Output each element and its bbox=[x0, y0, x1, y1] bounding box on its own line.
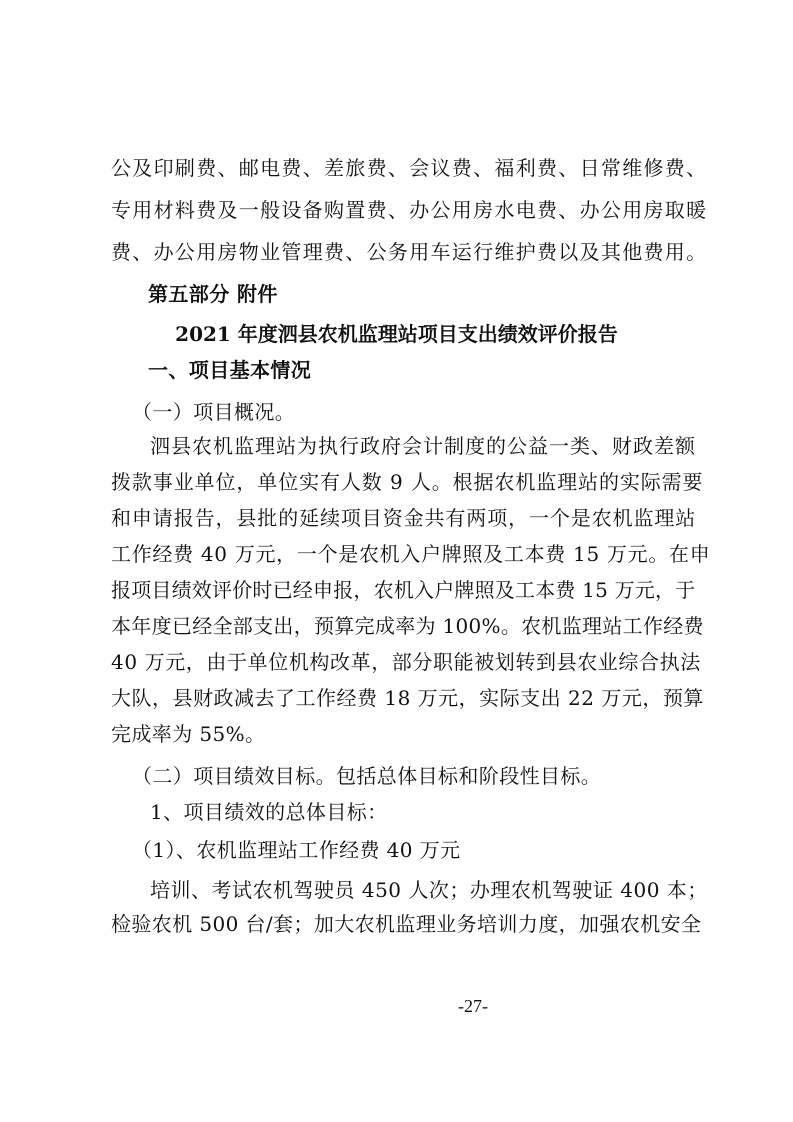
paragraph-line: 完成率为 55%。 bbox=[111, 722, 266, 746]
goal-heading: 1、项目绩效的总体目标： bbox=[150, 800, 388, 824]
part-heading: 第五部分 附件 bbox=[148, 282, 278, 306]
goal-item: （1）、农机监理站工作经费 40 万元 bbox=[132, 838, 461, 862]
body-line: 专用材料费及一般设备购置费、办公用房水电费、办公用房取暖 bbox=[111, 198, 708, 222]
paragraph-line: 本年度已经全部支出，预算完成率为 100%。农机监理站工作经费 bbox=[111, 614, 704, 638]
paragraph-line: 和申请报告，县批的延续项目资金共有两项，一个是农机监理站 bbox=[111, 506, 697, 530]
report-title: 2021 年度泗县农机监理站项目支出绩效评价报告 bbox=[175, 322, 618, 346]
paragraph-line: 检验农机 500 台/套；加大农机监理业务培训力度，加强农机安全 bbox=[111, 912, 702, 936]
paragraph-line: 40 万元，由于单位机构改革，部分职能被划转到县农业综合执法 bbox=[111, 650, 701, 674]
section-heading: 一、项目基本情况 bbox=[148, 358, 312, 382]
subsection-heading: （二）项目绩效目标。包括总体目标和阶段性目标。 bbox=[132, 764, 602, 788]
paragraph-line: 大队，县财政减去了工作经费 18 万元，实际支出 22 万元，预算 bbox=[111, 686, 704, 710]
body-line: 费、办公用房物业管理费、公务用车运行维护费以及其他费用。 bbox=[111, 240, 708, 264]
paragraph-line: 泗县农机监理站为执行政府会计制度的公益一类、财政差额 bbox=[150, 434, 696, 458]
paragraph-line: 培训、考试农机驾驶员 450 人次；办理农机驾驶证 400 本； bbox=[150, 878, 708, 902]
subsection-heading: （一）项目概况。 bbox=[132, 400, 296, 424]
paragraph-line: 拨款事业单位，单位实有人数 9 人。根据农机监理站的实际需要 bbox=[111, 470, 704, 494]
page-number: -27- bbox=[458, 996, 488, 1016]
paragraph-line: 报项目绩效评价时已经申报，农机入户牌照及工本费 15 万元，于 bbox=[111, 578, 696, 602]
paragraph-line: 工作经费 40 万元，一个是农机入户牌照及工本费 15 万元。在申 bbox=[111, 542, 711, 566]
body-line: 公及印刷费、邮电费、差旅费、会议费、福利费、日常维修费、 bbox=[111, 156, 708, 180]
